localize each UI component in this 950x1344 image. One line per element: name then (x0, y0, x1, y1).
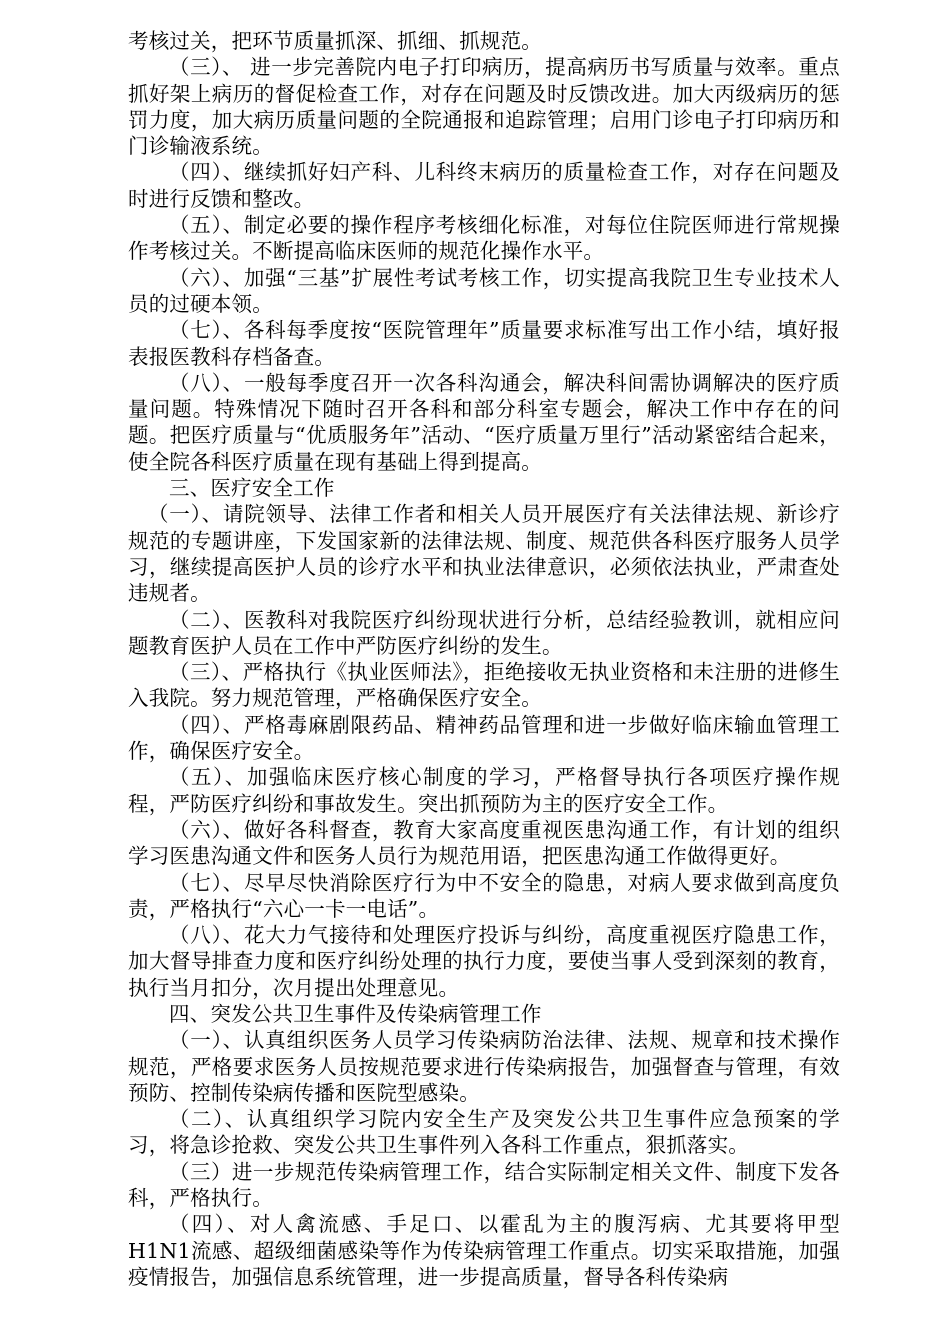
document-page (128, 28, 840, 1290)
paragraph-item-5-procedures: （五）、制定必要的操作程序考核细化标准，对每位住院医师进行常规操作考核过关。不断提高临床医师的规范化操作水平。 (128, 213, 840, 264)
section-heading-public-health: 四、突发公共卫生事件及传染病管理工作 (169, 1001, 542, 1026)
paragraph-health-item-2: （二）、认真组织学习院内安全生产及突发公共卫生事件应急预案的学习，将急诊抢救、突发公共卫生事件列入各科工作重点，狠抓落实。 (128, 1107, 840, 1158)
paragraph-health-item-4: （四）、对人禽流感、手足口、以霍乱为主的腹泻病、尤其要将甲型H1N1流感、超级细菌感染等作为传染病管理工作重点。切实采取措施，加强疫情报告，加强信息系统管理，进一步提高质量，督导各科传染病 (128, 1212, 840, 1289)
paragraph-health-item-1: （一）、认真组织医务人员学习传染病防治法律、法规、规章和技术操作规范，严格要求医务人员按规范要求进行传染病报告，加强督查与管理，有效预防、控制传染病传播和医院型感染。 (128, 1028, 840, 1105)
paragraph-health-item-3: （三）进一步规范传染病管理工作，结合实际制定相关文件、制度下发各科，严格执行。 (128, 1159, 840, 1211)
paragraph-safety-item-1: （一）、请院领导、法律工作者和相关人员开展医疗有关法律法规、新诊疗规范的专题讲座，下发国家新的法律法规、制度、规范供各科医疗服务人员学习，继续提高医护人员的诊疗水平和执业法律意识，必须依法执业，严肃查处违规者。 (128, 502, 840, 606)
paragraph-item-6-three-basics: （六）、加强“三基”扩展性考试考核工作，切实提高我院卫生专业技术人员的过硬本领。 (128, 265, 840, 316)
paragraph-item-8-communication-meeting: （八）、一般每季度召开一次各科沟通会，解决科间需协调解决的医疗质量问题。特殊情况下随时召开各科和部分科室专题会，解决工作中存在的问题。把医疗质量与“优质服务年”活动、“医疗质量万里行”活动紧密结合起来，使全院各科医疗质量在现有基础上得到提高。 (128, 370, 840, 474)
paragraph-safety-item-5: （五）、加强临床医疗核心制度的学习，严格督导执行各项医疗操作规程，严防医疗纠纷和事故发生。突出抓预防为主的医疗安全工作。 (128, 765, 840, 816)
paragraph-item-4-records: （四）、继续抓好妇产科、儿科终末病历的质量检查工作，对存在问题及时进行反馈和整改。 (128, 160, 840, 211)
section-heading-medical-safety: 三、医疗安全工作 (169, 476, 335, 501)
paragraph-safety-item-2: （二）、医教科对我院医疗纠纷现状进行分析，总结经验教训，就相应问题教育医护人员在工作中严防医疗纠纷的发生。 (128, 607, 840, 658)
paragraph-item-7-quarterly-summary: （七）、各科每季度按“医院管理年”质量要求标准写出工作小结，填好报表报医教科存档备查。 (128, 318, 840, 369)
paragraph-continuation: 考核过关，把环节质量抓深、抓细、抓规范。 (128, 29, 542, 53)
paragraph-safety-item-6: （六）、做好各科督查，教育大家高度重视医患沟通工作，有计划的组织学习医患沟通文件和医务人员行为规范用语，把医患沟通工作做得更好。 (128, 817, 840, 869)
paragraph-safety-item-4: （四）、严格毒麻剧限药品、精神药品管理和进一步做好临床输血管理工作，确保医疗安全。 (128, 712, 840, 764)
paragraph-safety-item-7: （七）、尽早尽快消除医疗行为中不安全的隐患，对病人要求做到高度负责，严格执行“六心一卡一电话”。 (128, 870, 840, 921)
paragraph-safety-item-3: （三）、严格执行《执业医师法》，拒绝接收无执业资格和未注册的进修生入我院。努力规范管理，严格确保医疗安全。 (128, 660, 840, 711)
paragraph-item-3-emr: （三）、 进一步完善院内电子打印病历，提高病历书写质量与效率。重点抓好架上病历的督促检查工作，对存在问题及时反馈改进。加大丙级病历的惩罚力度，加大病历质量问题的全院通报和追踪管理；启用门诊电子打印病历和门诊输液系统。 (128, 55, 840, 159)
paragraph-safety-item-8: （八）、花大力气接待和处理医疗投诉与纠纷，高度重视医疗隐患工作，加大督导排查力度和医疗纠纷处理的执行力度，要使当事人受到深刻的教育，执行当月扣分，次月提出处理意见。 (128, 923, 840, 1000)
